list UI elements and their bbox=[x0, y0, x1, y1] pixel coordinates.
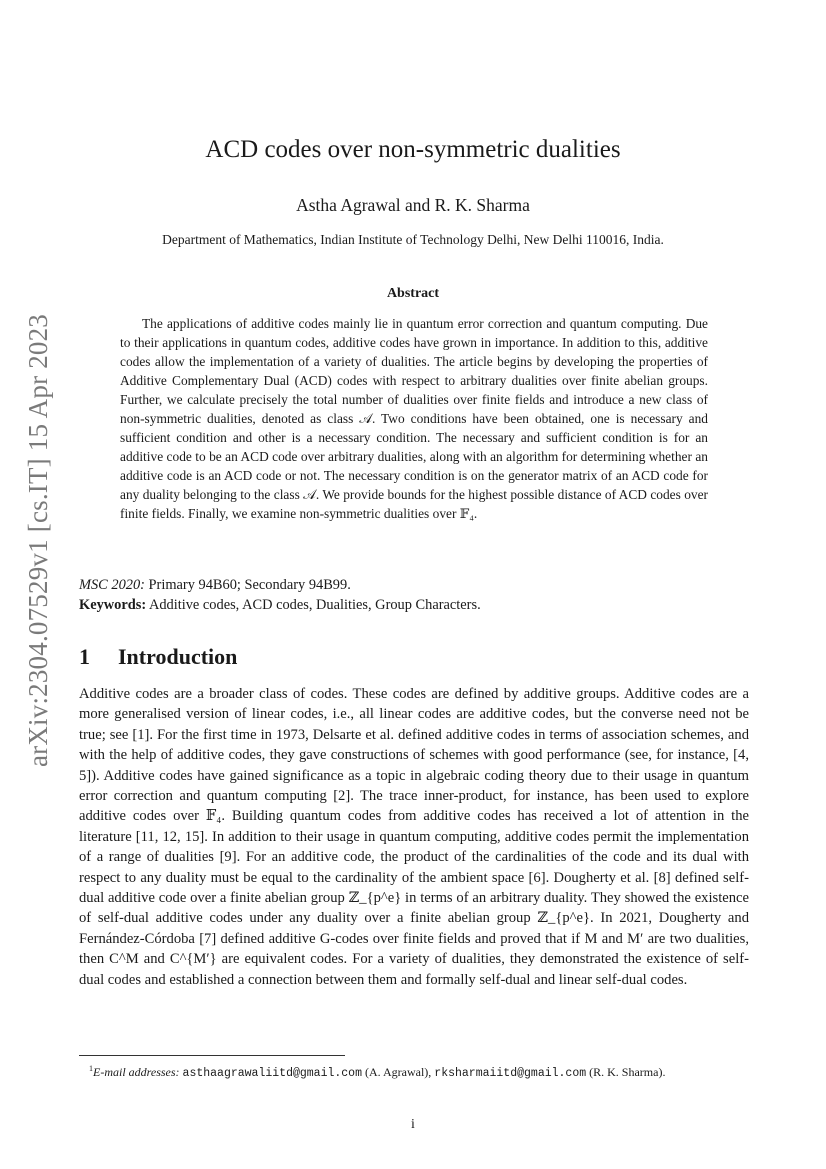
msc-label: MSC 2020: bbox=[79, 577, 145, 593]
arxiv-id-text: arXiv:2304.07529v1 [cs.IT] 15 Apr 2023 bbox=[23, 313, 54, 767]
footnote-rule bbox=[79, 1055, 345, 1056]
section-number: 1 bbox=[79, 644, 90, 669]
section-heading bbox=[79, 644, 237, 670]
arxiv-identifier bbox=[18, 313, 60, 767]
footnote-label: E-mail addresses: bbox=[93, 1065, 180, 1079]
paper-title: ACD codes over non-symmetric dualities bbox=[205, 136, 621, 163]
abstract-text: The applications of additive codes mainly lie in quantum error correction and quantum computing. Due to their applications in quantum codes, additive codes have grown in importance. In addition to this, additive codes allow the implementation of a variety of dualities. The article begins by developing the properties of Additive Complementary Dual (ACD) codes with respect to arbitrary dualities over finite abelian groups. Further, we calculate precisely the total number of dualities over finite fields and introduce a new class of non-symmetric dualities, denoted as class 𝒜. Two conditions have been obtained, one is necessary and sufficient condition and other is a necessary condition. The necessary and sufficient condition is for an additive code to be an ACD code over arbitrary dualities, along with an algorithm for determining whether an additive code is an ACD code or not. The necessary condition is on the generator matrix of an ACD code for any duality belonging to the class 𝒜. We provide bounds for the highest possible distance of ACD codes over finite fields. Finally, we examine non-symmetric dualities over 𝔽₄. bbox=[120, 316, 708, 521]
footnote bbox=[79, 1060, 749, 1082]
msc-value: Primary 94B60; Secondary 94B99. bbox=[144, 577, 351, 593]
section-title: Introduction bbox=[118, 644, 238, 669]
email-1[interactable]: asthaagrawaliitd@gmail.com bbox=[182, 1067, 362, 1080]
page-number: i bbox=[411, 1117, 415, 1132]
email-2-owner: (R. K. Sharma). bbox=[586, 1065, 666, 1079]
msc-line bbox=[79, 575, 759, 595]
author-affiliation: Department of Mathematics, Indian Institute of Technology Delhi, New Delhi 110016, India. bbox=[162, 232, 664, 247]
keywords-value: Additive codes, ACD codes, Dualities, Group Characters. bbox=[146, 597, 481, 613]
email-1-owner: (A. Agrawal), bbox=[361, 1065, 435, 1079]
email-2[interactable]: rksharmaiitd@gmail.com bbox=[434, 1067, 587, 1080]
keywords-line bbox=[79, 595, 759, 615]
intro-paragraph: Additive codes are a broader class of codes. These codes are defined by additive groups. Additive codes are a more generalised version of linear codes, i.e., all linear codes are additive codes, but the converse need not be true; see [1]. For the first time in 1973, Delsarte et al. defined additive codes in terms of association schemes, and with the help of additive codes, they gave constructions of schemes with good performance (see, for instance, [4, 5]). Additive codes have gained significance as a topic in algebraic coding theory due to their usage in quantum error correction and quantum computing [2]. The trace inner-product, for instance, has been used to explore additive codes over 𝔽₄. Building quantum codes from additive codes has received a lot of attention in the literature [11, 12, 15]. In addition to their usage in quantum computing, additive codes permit the implementation of a range of dualities [9]. For an additive code, the product of the cardinalities of the code and its dual with respect to any duality must be equal to the cardinality of the ambient space [6]. Dougherty et al. [8] defined self-dual additive code over a finite abelian group ℤ_{p^e} in terms of an arbitrary duality. They showed the existence of self-dual additive codes under any duality over a finite abelian group ℤ_{p^e}. In 2021, Dougherty and Fernández-Córdoba [7] defined additive G-codes over finite fields and proved that if M and M′ are two dualities, then C^M and C^{M′} are equivalent codes. For a variety of dualities, they demonstrated the existence of self-dual codes and established a connection between them and formally self-dual and linear self-dual codes. bbox=[79, 686, 749, 988]
keywords-label: Keywords: bbox=[79, 597, 147, 613]
paper-authors: Astha Agrawal and R. K. Sharma bbox=[296, 195, 530, 215]
footnote-mark: 1 bbox=[89, 1064, 93, 1073]
abstract-heading: Abstract bbox=[386, 286, 440, 301]
